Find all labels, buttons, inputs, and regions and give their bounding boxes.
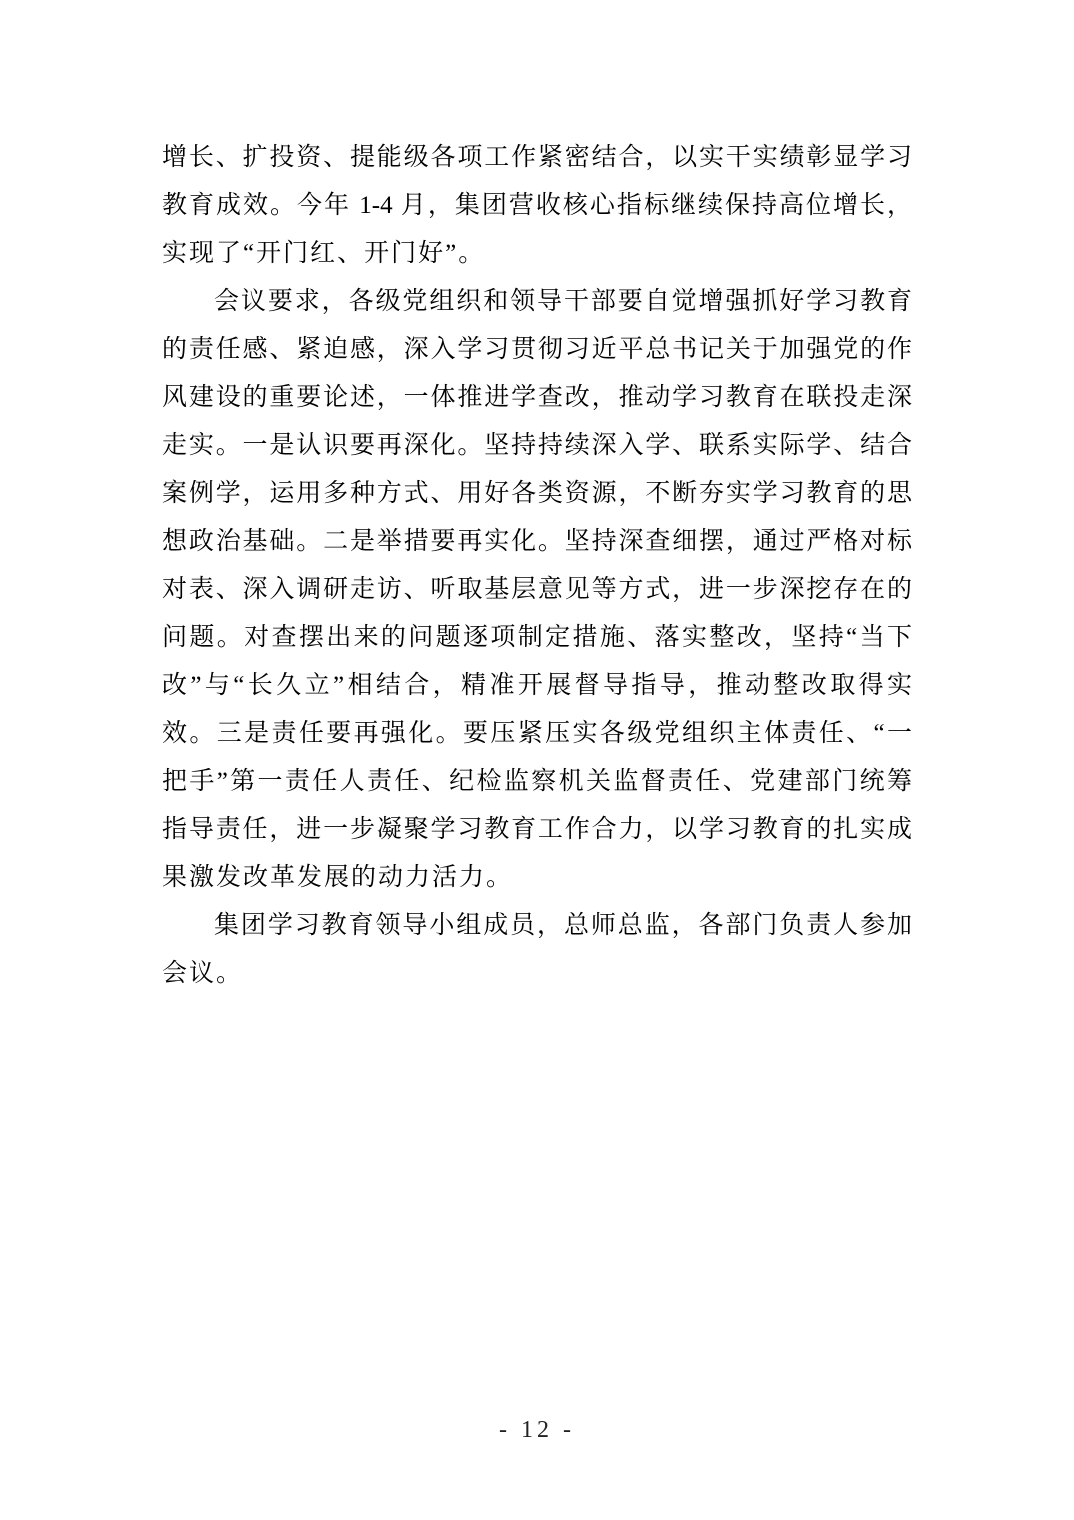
body-line: 改”与“长久立”相结合，精准开展督导指导，推动整改取得实 <box>162 672 912 699</box>
body-line: 增长、扩投资、提能级各项工作紧密结合，以实干实绩彰显学习 <box>162 144 912 171</box>
body-line: 会议。 <box>162 960 244 987</box>
paragraph-meeting-requirements <box>162 278 912 902</box>
body-line: 会议要求，各级党组织和领导干部要自觉增强抓好学习教育 <box>214 288 912 315</box>
paragraph-attendees <box>162 902 912 998</box>
body-line: 案例学，运用多种方式、用好各类资源，不断夯实学习教育的思 <box>162 480 912 507</box>
body-line: 对表、深入调研走访、听取基层意见等方式，进一步深挖存在的 <box>162 576 912 603</box>
body-line: 问题。对查摆出来的问题逐项制定措施、落实整改，坚持“当下 <box>162 624 912 651</box>
body-line: 集团学习教育领导小组成员，总师总监，各部门负责人参加 <box>214 912 912 939</box>
page-number: - 12 - <box>499 1417 575 1443</box>
body-line: 效。三是责任要再强化。要压紧压实各级党组织主体责任、“一 <box>162 720 912 747</box>
body-line: 想政治基础。二是举措要再实化。坚持深查细摆，通过严格对标 <box>162 528 912 555</box>
document-body <box>162 134 912 998</box>
paragraph-continuation <box>162 134 912 278</box>
page-footer <box>0 1412 1074 1448</box>
body-line: 把手”第一责任人责任、纪检监察机关监督责任、党建部门统筹 <box>162 768 912 795</box>
body-line: 实现了“开门红、开门好”。 <box>162 240 486 267</box>
body-line: 指导责任，进一步凝聚学习教育工作合力，以学习教育的扎实成 <box>162 816 912 843</box>
body-line: 风建设的重要论述，一体推进学查改，推动学习教育在联投走深 <box>162 384 912 411</box>
body-line: 教育成效。今年 1-4 月，集团营收核心指标继续保持高位增长， <box>162 192 912 219</box>
body-line: 走实。一是认识要再深化。坚持持续深入学、联系实际学、结合 <box>162 432 912 459</box>
body-line: 果激发改革发展的动力活力。 <box>162 864 514 891</box>
body-line: 的责任感、紧迫感，深入学习贯彻习近平总书记关于加强党的作 <box>162 336 912 363</box>
